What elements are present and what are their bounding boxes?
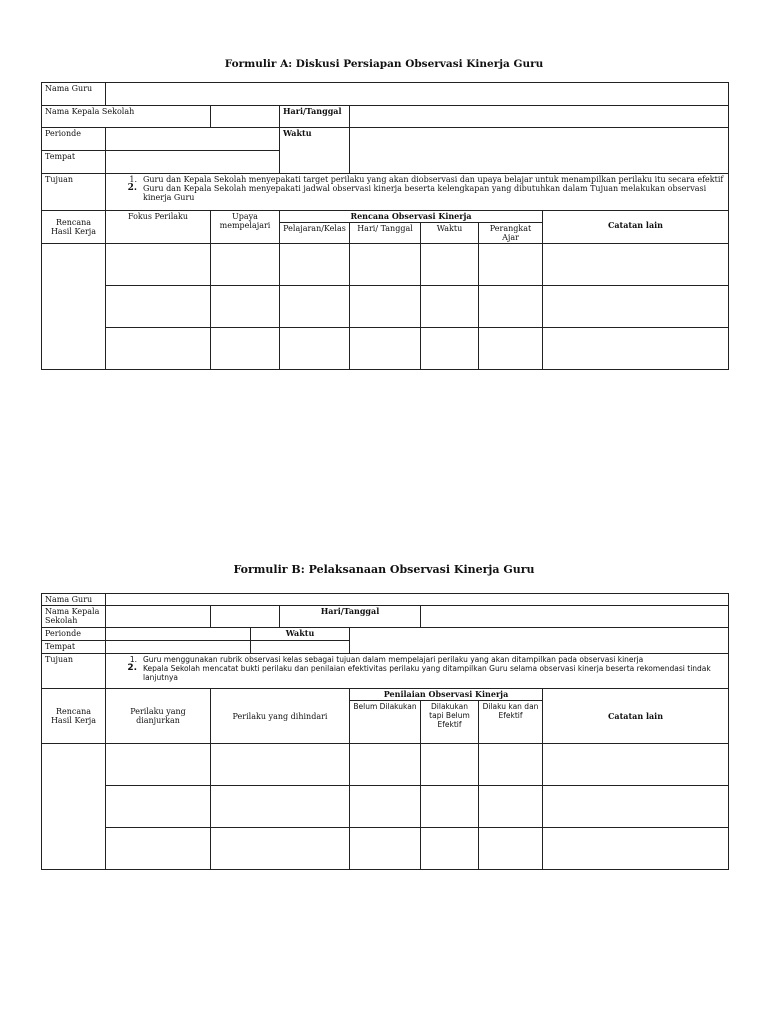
tujuan-label: Tujuan	[42, 174, 106, 211]
header-penilaian-observasi: Penilaian Observasi Kinerja	[350, 689, 543, 701]
table-cell[interactable]	[421, 828, 479, 870]
waktu-field[interactable]	[350, 628, 729, 654]
header-fokus-perilaku: Fokus Perilaku	[106, 211, 211, 244]
nama-kepala-label: Nama Kepala Sekolah	[42, 106, 211, 128]
waktu-label: Waktu	[280, 128, 350, 174]
table-cell[interactable]	[543, 286, 729, 328]
header-hari-tanggal: Hari/ Tanggal	[350, 223, 421, 244]
table-cell[interactable]	[211, 828, 350, 870]
header-perilaku-dianjurkan: Perilaku yang dianjurkan	[106, 689, 211, 744]
header-dilakukan-efektif: Dilaku kan dan Efektif	[479, 701, 543, 744]
header-rencana-observasi: Rencana Observasi Kinerja	[280, 211, 543, 223]
nama-kepala-field[interactable]	[106, 606, 211, 628]
form-a	[41, 82, 728, 370]
table-cell[interactable]	[350, 244, 421, 286]
waktu-label: Waktu	[285, 628, 315, 638]
table-cell[interactable]	[350, 828, 421, 870]
table-cell[interactable]	[106, 744, 211, 786]
form-b	[41, 593, 728, 870]
nama-kepala-field[interactable]	[211, 106, 280, 128]
table-cell[interactable]	[479, 744, 543, 786]
header-rencana-hasil: Rencana Hasil Kerja	[42, 211, 106, 244]
nama-guru-label: Nama Guru	[42, 594, 106, 606]
table-cell[interactable]	[543, 786, 729, 828]
tujuan-item	[127, 655, 725, 664]
nama-guru-field[interactable]	[106, 83, 729, 106]
tujuan-item	[127, 175, 725, 184]
rencana-hasil-cell[interactable]	[42, 244, 106, 370]
waktu-label-ext	[251, 641, 349, 653]
table-cell[interactable]	[421, 328, 479, 370]
header-catatan: Catatan lain	[543, 689, 729, 744]
tujuan-label: Tujuan	[42, 654, 106, 689]
form-a-table	[41, 82, 729, 370]
perionde-field[interactable]	[106, 628, 251, 640]
table-cell[interactable]	[479, 286, 543, 328]
table-cell[interactable]	[543, 244, 729, 286]
hari-tanggal-field[interactable]	[421, 606, 729, 628]
header-upaya: Upaya mempelajari	[211, 211, 280, 244]
form-b-title: Formulir B: Pelaksanaan Observasi Kinerja Guru	[233, 563, 535, 576]
table-cell[interactable]	[421, 786, 479, 828]
header-perangkat-ajar: Perangkat Ajar	[479, 223, 543, 244]
waktu-field[interactable]	[350, 128, 729, 174]
perionde-label: Perionde	[42, 628, 106, 641]
nama-kepala-field-ext[interactable]	[211, 606, 280, 627]
header-dilakukan-belum-efektif: Dilakukan tapi Belum Efektif	[421, 701, 479, 744]
header-perilaku-dihindari: Perilaku yang dihindari	[211, 689, 350, 744]
table-cell[interactable]	[350, 786, 421, 828]
nama-kepala-label: Nama Kepala Sekolah	[42, 606, 106, 628]
hari-tanggal-field[interactable]	[350, 106, 729, 128]
table-cell[interactable]	[421, 286, 479, 328]
table-cell[interactable]	[211, 328, 280, 370]
table-cell[interactable]	[350, 744, 421, 786]
table-cell[interactable]	[421, 744, 479, 786]
perionde-label: Perionde	[42, 128, 106, 151]
table-cell[interactable]	[211, 244, 280, 286]
header-waktu: Waktu	[421, 223, 479, 244]
header-pelajaran-kelas: Pelajaran/Kelas	[280, 223, 350, 244]
tempat-field[interactable]	[106, 151, 280, 174]
hari-tanggal-split	[211, 606, 421, 628]
tujuan-item-text: Guru menggunakan rubrik observasi kelas sebagai tujuan dalam mempelajari perilaku yang akan ditampilkan pada observasi kinerja	[143, 655, 644, 664]
table-cell[interactable]	[280, 286, 350, 328]
hari-tanggal-label: Hari/Tanggal	[280, 106, 350, 128]
tujuan-item-text: Guru dan Kepala Sekolah menyepakati target perilaku yang akan diobservasi dan upaya belajar untuk menampilkan perilaku itu secara efektif	[143, 175, 724, 184]
table-cell[interactable]	[350, 328, 421, 370]
table-cell[interactable]	[106, 828, 211, 870]
table-cell[interactable]	[211, 744, 350, 786]
table-cell[interactable]	[106, 244, 211, 286]
tujuan-content	[106, 174, 729, 211]
hari-tanggal-label: Hari/Tanggal	[320, 606, 380, 616]
header-rencana-hasil: Rencana Hasil Kerja	[42, 689, 106, 744]
perionde-field[interactable]	[106, 128, 280, 151]
tujuan-list	[109, 175, 725, 202]
table-cell[interactable]	[421, 244, 479, 286]
tujuan-content	[106, 654, 729, 689]
tujuan-item-number: 2.	[127, 183, 137, 193]
table-cell[interactable]	[211, 286, 280, 328]
table-cell[interactable]	[479, 328, 543, 370]
table-cell[interactable]	[350, 286, 421, 328]
tempat-label: Tempat	[42, 151, 106, 174]
table-cell[interactable]	[106, 786, 211, 828]
table-cell[interactable]	[543, 744, 729, 786]
table-cell[interactable]	[479, 786, 543, 828]
tujuan-item	[127, 664, 725, 682]
tujuan-item-text: Kepala Sekolah mencatat bukti perilaku dan penilaian efektivitas perilaku yang ditampilkan Guru selama observasi kinerja beserta rekomendasi tindak lanjutnya	[143, 664, 711, 682]
tujuan-item-number: 2.	[127, 663, 137, 673]
header-catatan: Catatan lain	[543, 211, 729, 244]
table-cell[interactable]	[479, 244, 543, 286]
perionde-split	[106, 628, 350, 641]
nama-guru-field[interactable]	[106, 594, 729, 606]
tujuan-item	[127, 184, 725, 202]
tujuan-item-text: Guru dan Kepala Sekolah menyepakati jadwal observasi kinerja beserta kelengkapan yang dibutuhkan dalam Tujuan melakukan observasi kinerja Guru	[143, 184, 707, 202]
nama-guru-label: Nama Guru	[42, 83, 106, 106]
table-cell[interactable]	[211, 786, 350, 828]
table-cell[interactable]	[280, 244, 350, 286]
rencana-hasil-cell[interactable]	[42, 744, 106, 870]
tujuan-item-number: 1.	[129, 655, 137, 664]
tempat-field[interactable]	[106, 641, 251, 653]
table-cell[interactable]	[280, 328, 350, 370]
tempat-label: Tempat	[42, 641, 106, 654]
table-cell[interactable]	[106, 328, 211, 370]
table-cell[interactable]	[106, 286, 211, 328]
tempat-split	[106, 641, 350, 654]
table-cell[interactable]	[543, 828, 729, 870]
header-belum-dilakukan: Belum Dilakukan	[350, 701, 421, 744]
tujuan-list	[109, 655, 725, 682]
form-a-title: Formulir A: Diskusi Persiapan Observasi Kinerja Guru	[224, 58, 544, 70]
table-cell[interactable]	[543, 328, 729, 370]
tujuan-item-number: 1.	[129, 175, 137, 184]
table-cell[interactable]	[479, 828, 543, 870]
form-b-table	[41, 593, 729, 870]
